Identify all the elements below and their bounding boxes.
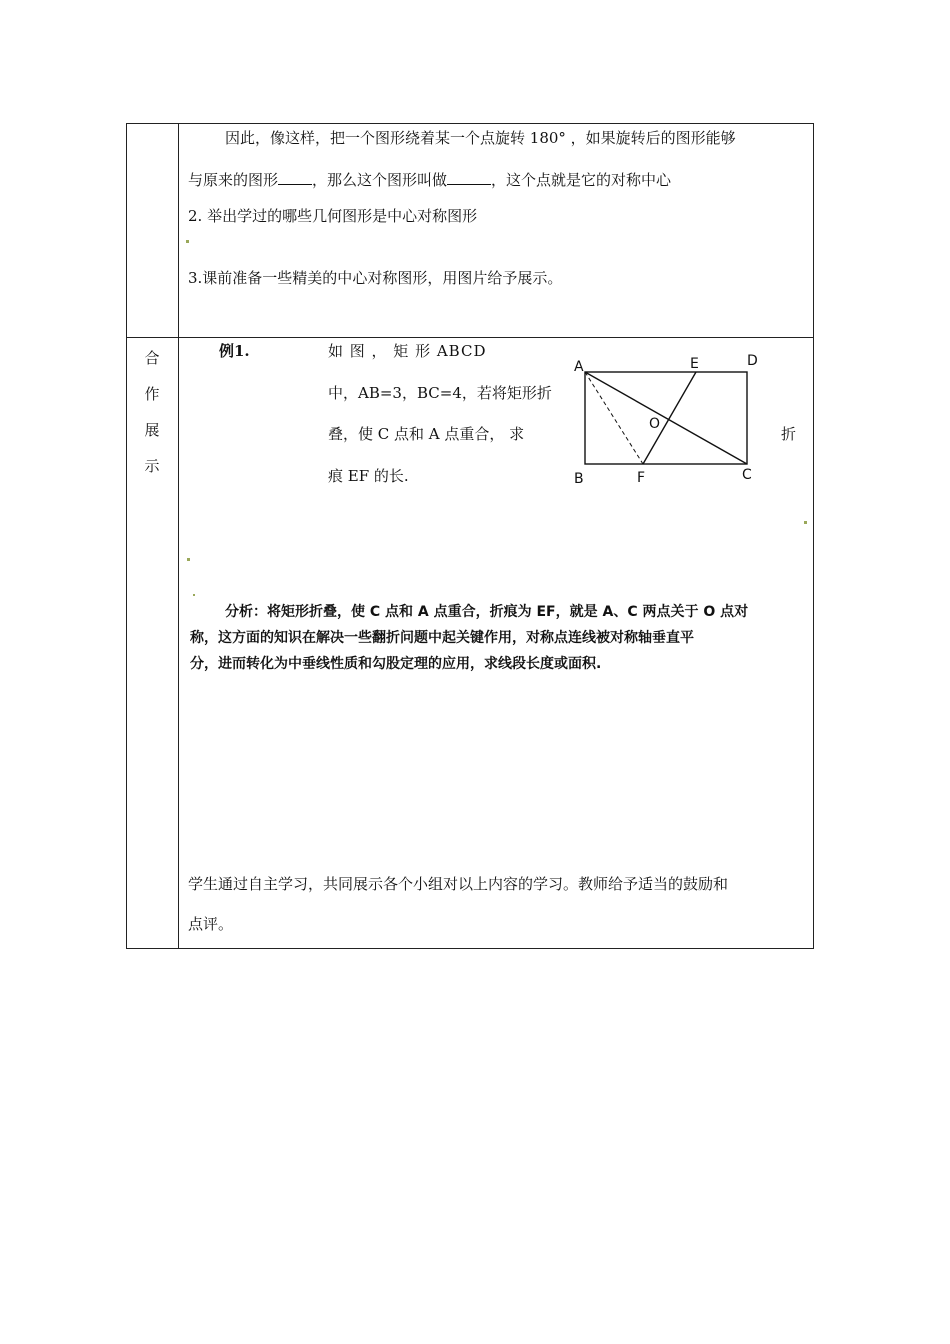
label-o: O — [649, 416, 661, 432]
example-text-1: 如 图 ， 矩 形 ABCD — [328, 342, 487, 360]
diagonal-ac — [585, 372, 747, 464]
column-divider — [178, 124, 179, 948]
example-text-right: 折 — [781, 425, 797, 443]
question-3: 3.课前准备一些精美的中心对称图形，用图片给予展示。 — [188, 269, 563, 287]
definition-text-b: ，那么这个图形叫做 — [312, 171, 448, 189]
example-text-3: 叠，使 C 点和 A 点重合， 求 — [328, 425, 525, 443]
row-divider — [127, 337, 813, 338]
example-text-4: 痕 EF 的长. — [328, 467, 409, 485]
rectangle-fold-figure — [565, 348, 775, 490]
segment-af — [585, 372, 643, 464]
marker-dot — [186, 240, 189, 243]
label-c: C — [742, 467, 752, 483]
summary-line-1: 学生通过自主学习，共同展示各个小组对以上内容的学习。教师给予适当的鼓励和 — [188, 875, 729, 893]
definition-line-1: 因此，像这样，把一个图形绕着某一个点旋转 180° ，如果旋转后的图形能够 — [225, 129, 736, 147]
question-2: 2. 举出学过的哪些几何图形是中心对称图形 — [188, 207, 478, 225]
label-e: E — [690, 356, 699, 372]
summary-line-2: 点评。 — [188, 915, 234, 933]
label-a: A — [574, 359, 584, 375]
lesson-table — [126, 123, 814, 949]
answer-blank-2[interactable] — [447, 170, 491, 185]
section-label-char: 合 — [144, 349, 160, 367]
definition-line-2 — [188, 170, 671, 190]
label-f: F — [637, 470, 646, 486]
definition-text-a: 与原来的图形 — [188, 171, 279, 189]
section-label-char: 展 — [144, 421, 160, 439]
analysis-line-3: 分，进而转化为中垂线性质和勾股定理的应用，求线段长度或面积. — [190, 656, 602, 672]
example-text-2: 中，AB=3，BC=4，若将矩形折 — [328, 384, 552, 402]
analysis-line-2: 称，这方面的知识在解决一些翻折问题中起关键作用，对称点连线被对称轴垂直平 — [190, 630, 694, 646]
label-b: B — [574, 471, 584, 487]
definition-text-c: ，这个点就是它的对称中心 — [491, 171, 672, 189]
analysis-line-1: 分析：将矩形折叠，使 C 点和 A 点重合，折痕为 EF，就是 A、C 两点关于 O 点对 — [225, 604, 749, 620]
answer-blank-1[interactable] — [278, 170, 312, 185]
marker-dot — [804, 521, 807, 524]
example-title: 例1. — [219, 342, 250, 360]
section-label-char: 示 — [144, 457, 160, 475]
section-label — [144, 340, 160, 484]
marker-dot — [187, 558, 190, 561]
marker-dot — [193, 594, 195, 596]
label-d: D — [747, 353, 758, 369]
section-label-char: 作 — [144, 385, 160, 403]
